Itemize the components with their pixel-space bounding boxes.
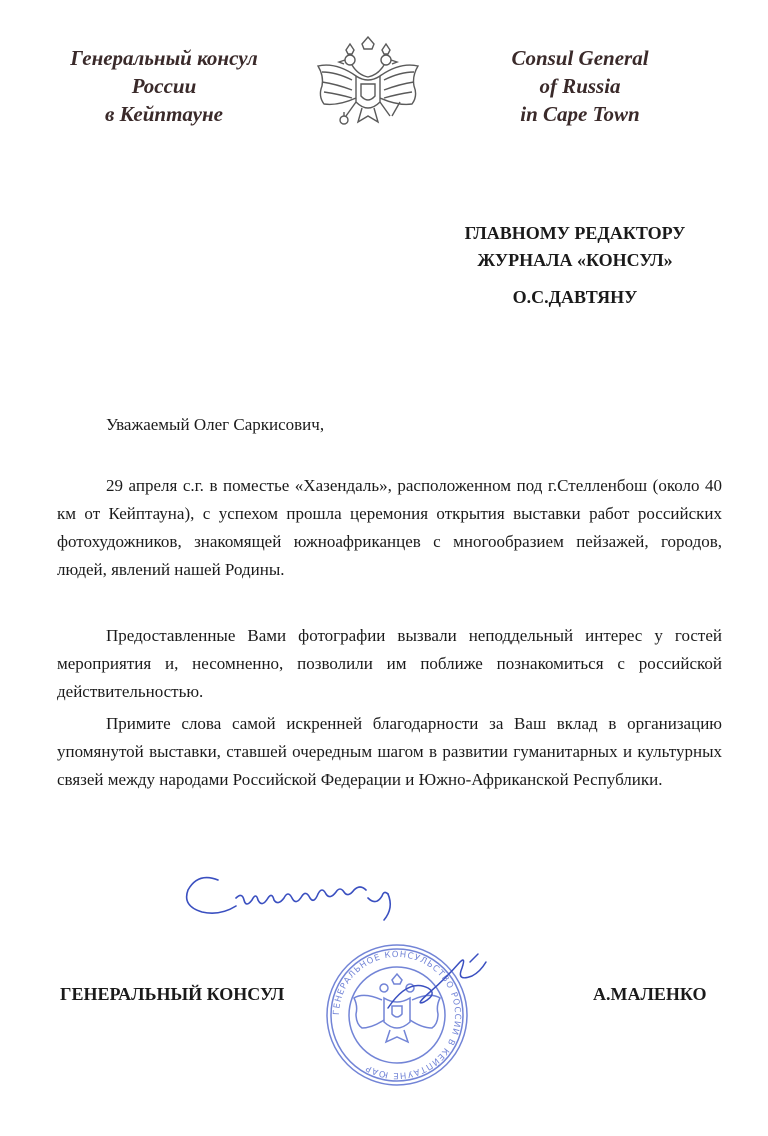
seal-text: ГЕНЕРАЛЬНОЕ КОНСУЛЬСТВО РОССИИ В КЕЙПТАУНЕ ЮАР xyxy=(331,949,463,1081)
sender-title-en-line: of Russia xyxy=(539,74,621,98)
body-paragraph-1: 29 апреля с.г. в поместье «Хазендаль», расположенном под г.Стелленбош (около 40 км от Кейптауна), с успехом прошла церемония открытия выставки работ российских фотохудожников, знакомящей южноафриканцев с многообразием пейзажей, городов, людей, явлений нашей Родины. xyxy=(57,476,722,579)
sender-title-en-line: Consul General xyxy=(511,46,649,70)
greeting: Уважаемый Олег Саркисович, xyxy=(106,415,325,434)
sender-title-ru xyxy=(48,44,280,128)
consul-autograph xyxy=(380,950,520,1020)
body-paragraph-2: Предоставленные Вами фотографии вызвали неподдельный интерес у гостей мероприятия и, несомненно, позволили им поближе познакомиться с российской действительностью. xyxy=(57,626,722,701)
sender-title-en xyxy=(480,44,680,128)
addressee-line: ГЛАВНОМУ РЕДАКТОРУ xyxy=(464,223,686,243)
body-paragraph-3: Примите слова самой искренней благодарности за Ваш вклад в организацию упомянутой выставки, ставшей очередным шагом в развитии гуманитарных и культурных связей между народами Российской Федерации и Южно-Африканской Республики. xyxy=(57,714,722,789)
addressee-line: ЖУРНАЛА «КОНСУЛ» xyxy=(477,250,673,270)
sender-title-ru-line: Генеральный консул xyxy=(70,46,258,70)
signatory-title: ГЕНЕРАЛЬНЫЙ КОНСУЛ xyxy=(60,984,285,1004)
russian-double-headed-eagle-icon xyxy=(312,36,424,140)
sender-title-ru-line: России xyxy=(131,74,197,98)
handwritten-regards-signature xyxy=(178,858,428,928)
sender-title-en-line: in Cape Town xyxy=(520,102,640,126)
addressee-block xyxy=(430,220,720,274)
addressee-name: О.С.ДАВТЯНУ xyxy=(512,287,638,307)
sender-title-ru-line: в Кейптауне xyxy=(105,102,223,126)
signatory-name: А.МАЛЕНКО xyxy=(593,984,707,1004)
